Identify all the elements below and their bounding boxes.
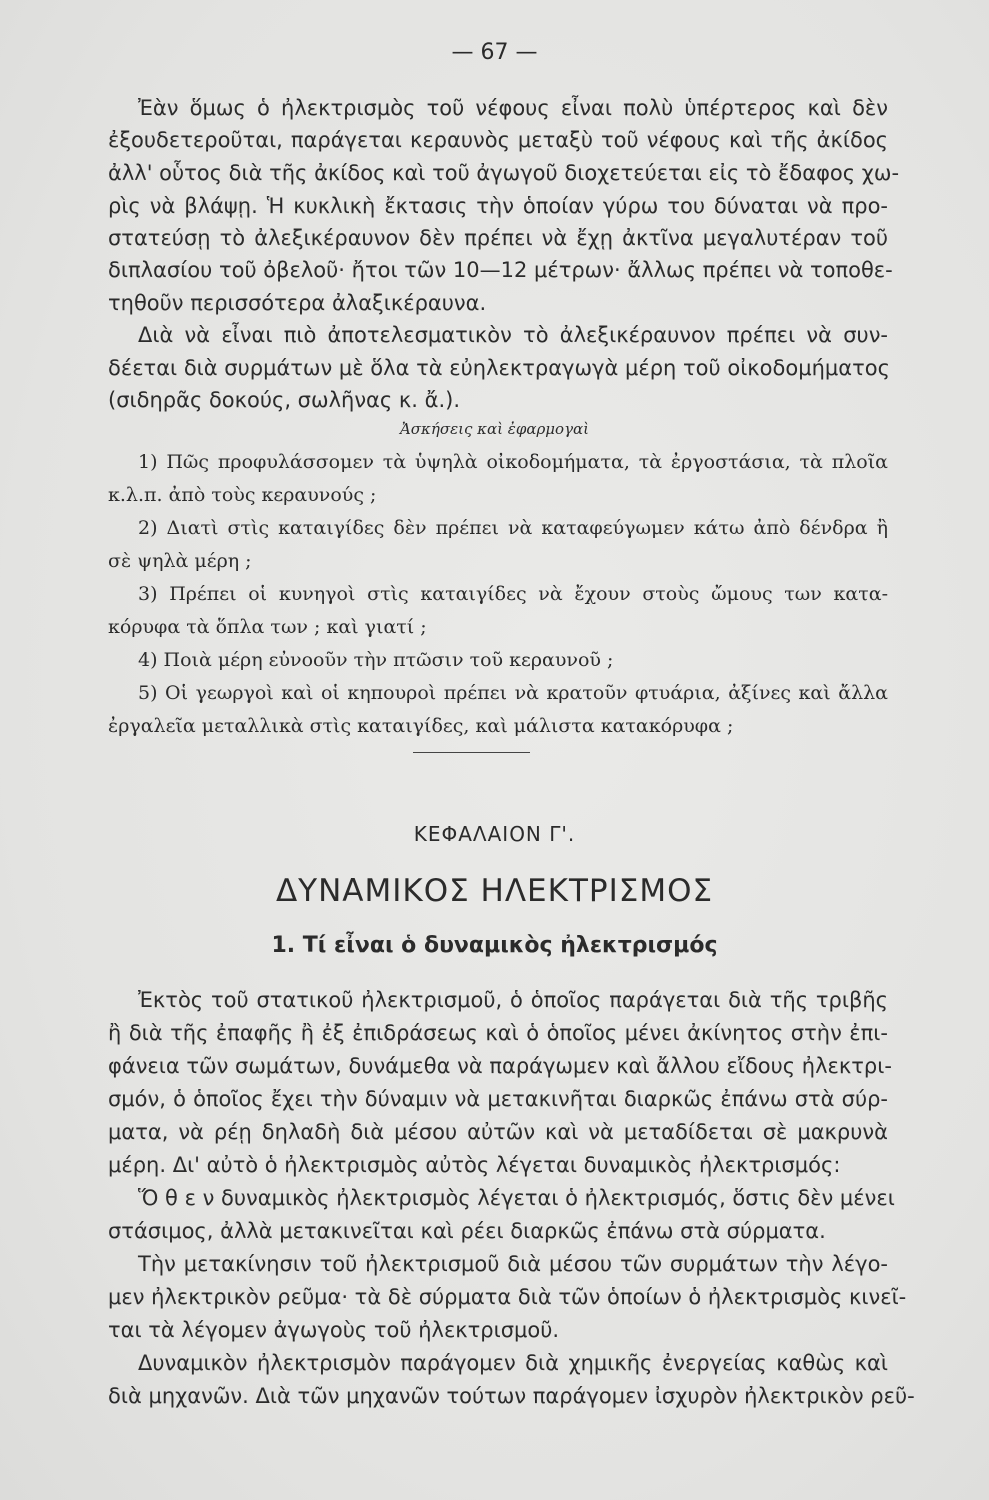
text-line: Τὴν μετακίνησιν τοῦ ἠλεκτρισμοῦ διὰ μέσου τῶν συρμάτων τὴν λέγο- <box>138 1252 888 1276</box>
exercise-line: 1) Πῶς προφυλάσσομεν τὰ ὑψηλὰ οἰκοδομήματα, τὰ ἐργοστάσια, τὰ πλοῖα <box>138 451 888 473</box>
exercise-line: κόρυφα τὰ ὅπλα των ; καὶ γιατί ; <box>108 616 427 638</box>
text-line: (σιδηρᾶς δοκούς, σωλῆνας κ. ἄ.). <box>108 388 461 412</box>
exercise-line: ἐργαλεῖα μεταλλικὰ στὶς καταιγίδες, καὶ μάλιστα κατακόρυφα ; <box>108 715 734 737</box>
text-line: φάνεια τῶν σωμάτων, δυνάμεθα νὰ παράγωμεν καὶ ἄλλου εἴδους ἠλεκτρι- <box>108 1054 892 1078</box>
text-line: σμόν, ὁ ὁποῖος ἔχει τὴν δύναμιν νὰ μετακινῆται διαρκῶς ἐπάνω στὰ σύρ- <box>108 1087 888 1111</box>
page-number: — 67 — <box>451 40 538 65</box>
text-line: Διὰ νὰ εἶναι πιὸ ἀποτελεσματικὸν τὸ ἀλεξικέραυνον πρέπει νὰ συν- <box>138 323 888 347</box>
chapter-title: ΔΥΝΑΜΙΚΟΣ ΗΛΕΚΤΡΙΣΜΟΣ <box>275 873 714 909</box>
text-line: στατεύσῃ τὸ ἀλεξικέραυνον δὲν πρέπει νὰ ἔχῃ ἀκτῖνα μεγαλυτέραν τοῦ <box>108 226 888 250</box>
text-line: ἀλλ' οὗτος διὰ τῆς ἀκίδος καὶ τοῦ ἀγωγοῦ διοχετεύεται εἰς τὸ ἔδαφος χω- <box>108 161 900 185</box>
exercise-line: κ.λ.π. ἀπὸ τοὺς κεραυνούς ; <box>108 484 377 506</box>
chapter-label: ΚΕΦΑΛΑΙΟΝ Γ'. <box>413 822 576 846</box>
text-line: Ἐὰν ὅμως ὁ ἠλεκτρισμὸς τοῦ νέφους εἶναι πολὺ ὑπέρτερος καὶ δὲν <box>138 96 888 120</box>
section-divider <box>413 752 530 753</box>
definition-line: Ὅ θ ε ν δυναμικὸς ἠλεκτρισμὸς λέγεται ὁ ἠλεκτρισμός, ὅστις δὲν μένει <box>138 1186 895 1210</box>
definition-line: στάσιμος, ἀλλὰ μετακινεῖται καὶ ρέει διαρκῶς ἐπάνω στὰ σύρματα. <box>108 1219 826 1243</box>
text-line: μεν ἠλεκτρικὸν ρεῦμα· τὰ δὲ σύρματα διὰ τῶν ὁποίων ὁ ἠλεκτρισμὸς κινεῖ- <box>108 1285 907 1309</box>
text-line: ται τὰ λέγομεν ἀγωγοὺς τοῦ ἠλεκτρισμοῦ. <box>108 1318 560 1342</box>
text-line: δέεται διὰ συρμάτων μὲ ὅλα τὰ εὐηλεκτραγωγὰ μέρη τοῦ οἰκοδομήματος <box>108 356 890 380</box>
text-line: ρὶς νὰ βλάψῃ. Ἡ κυκλικὴ ἔκτασις τὴν ὁποίαν γύρω του δύναται νὰ προ- <box>108 194 888 218</box>
text-line: διπλασίου τοῦ ὀβελοῦ· ἤτοι τῶν 10—12 μέτρων· ἄλλως πρέπει νὰ τοποθε- <box>108 258 893 282</box>
text-line: ἐξουδετεροῦται, παράγεται κεραυνὸς μεταξὺ τοῦ νέφους καὶ τῆς ἀκίδος <box>108 128 888 152</box>
text-line: Ἐκτὸς τοῦ στατικοῦ ἠλεκτρισμοῦ, ὁ ὁποῖος παράγεται διὰ τῆς τριβῆς <box>138 988 888 1012</box>
exercises-heading: Ἀσκήσεις καὶ ἐφαρμογαὶ <box>399 420 590 438</box>
exercise-line: 4) Ποιὰ μέρη εὐνοοῦν τὴν πτῶσιν τοῦ κεραυνοῦ ; <box>138 649 614 671</box>
exercise-line: 3) Πρέπει οἱ κυνηγοὶ στὶς καταιγίδες νὰ ἔχουν στοὺς ὤμους των κατα- <box>138 583 888 605</box>
exercise-line: σὲ ψηλὰ μέρη ; <box>108 550 252 572</box>
exercise-line: 5) Οἱ γεωργοὶ καὶ οἱ κηπουροὶ πρέπει νὰ κρατοῦν φτυάρια, ἀξίνες καὶ ἄλλα <box>138 682 888 704</box>
text-line: τηθοῦν περισσότερα ἀλαξικέραυνα. <box>108 291 487 315</box>
text-line: μέρη. Δι' αὐτὸ ὁ ἠλεκτρισμὸς αὐτὸς λέγεται δυναμικὸς ἠλεκτρισμός: <box>108 1153 841 1177</box>
text-line: Δυναμικὸν ἠλεκτρισμὸν παράγομεν διὰ χημικῆς ἐνεργείας καθὼς καὶ <box>138 1351 888 1375</box>
text-line: ἢ διὰ τῆς ἐπαφῆς ἢ ἐξ ἐπιδράσεως καὶ ὁ ὁποῖος μένει ἀκίνητος στὴν ἐπι- <box>108 1021 888 1045</box>
exercise-line: 2) Διατὶ στὶς καταιγίδες δὲν πρέπει νὰ καταφεύγωμεν κάτω ἀπὸ δένδρα ἢ <box>138 517 888 539</box>
text-line: διὰ μηχανῶν. Διὰ τῶν μηχανῶν τούτων παράγομεν ἰσχυρὸν ἠλεκτρικὸν ρεῦ- <box>108 1384 915 1408</box>
section-title: 1. Τί εἶναι ὁ δυναμικὸς ἠλεκτρισμός <box>271 933 718 958</box>
text-line: ματα, νὰ ρέῃ δηλαδὴ διὰ μέσου αὐτῶν καὶ νὰ μεταδίδεται σὲ μακρυνὰ <box>108 1120 888 1144</box>
